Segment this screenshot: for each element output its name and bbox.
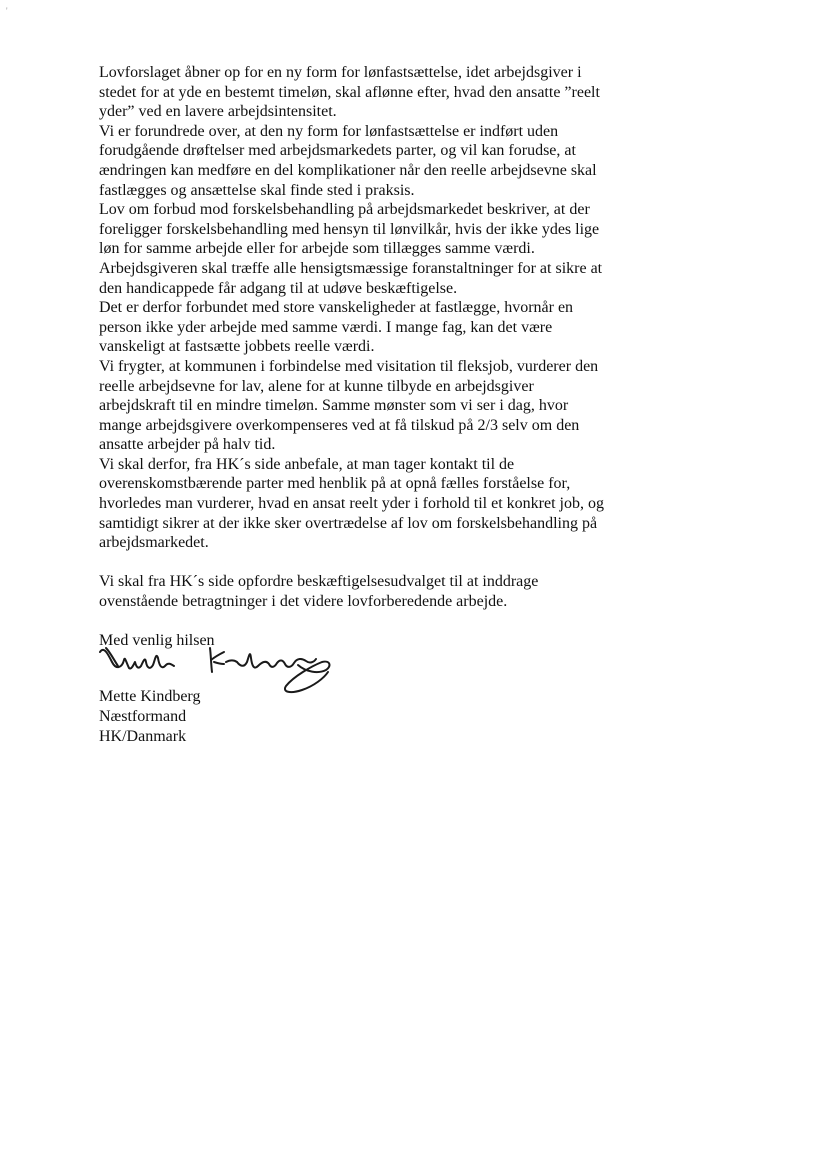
text-line: vanskeligt at fastsætte jobbets reelle værdi. bbox=[99, 338, 375, 356]
text-line: reelle arbejdsevne for lav, alene for at kunne tilbyde en arbejdsgiver bbox=[99, 377, 534, 395]
text-line: ændringen kan medføre en del komplikationer når den reelle arbejdsevne skal bbox=[99, 161, 597, 179]
text-line: arbejdskraft til en mindre timeløn. Samme mønster som vi ser i dag, hvor bbox=[99, 397, 569, 415]
letter-body bbox=[99, 63, 659, 612]
paragraph-4 bbox=[99, 259, 659, 298]
closing-greeting: Med venlig hilsen bbox=[99, 632, 215, 649]
text-line: Lov om forbud mod forskelsbehandling på arbejdsmarkedet beskriver, at der bbox=[99, 201, 590, 219]
text-line: Vi skal derfor, fra HK´s side anbefale, at man tager kontakt til de bbox=[99, 455, 515, 473]
paragraph-7 bbox=[99, 455, 659, 553]
paragraph-2 bbox=[99, 122, 659, 200]
text-line: Vi frygter, at kommunen i forbindelse med visitation til fleksjob, vurderer den bbox=[99, 357, 599, 375]
text-line: foreligger forskelsbehandling med hensyn til lønvilkår, hvis der ikke ydes lige bbox=[99, 220, 600, 238]
signer-name: Mette Kindberg bbox=[99, 688, 201, 705]
signature-block bbox=[99, 687, 200, 747]
text-line: samtidigt sikrer at der ikke sker overtrædelse af lov om forskelsbehandling på bbox=[99, 514, 598, 532]
text-line: den handicappede får adgang til at udøve beskæftigelse. bbox=[99, 279, 458, 297]
text-line: arbejdsmarkedet. bbox=[99, 534, 209, 552]
paragraph-final bbox=[99, 572, 659, 611]
text-line: Vi er forundrede over, at den ny form for lønfastsættelse er indført uden bbox=[99, 122, 559, 140]
text-line: Lovforslaget åbner op for en ny form for lønfastsættelse, idet arbejdsgiver i bbox=[99, 64, 582, 81]
text-line: Arbejdsgiveren skal træffe alle hensigtsmæssige foranstaltninger for at sikre at bbox=[99, 259, 603, 277]
text-line: person ikke yder arbejde med samme værdi. I mange fag, kan det være bbox=[99, 318, 553, 336]
text-line: yder” ved en lavere arbejdsintensitet. bbox=[99, 103, 337, 121]
paragraph-1 bbox=[99, 63, 659, 122]
text-line: Det er derfor forbundet med store vanskeligheder at fastlægge, hvornår en bbox=[99, 299, 574, 317]
text-line: Vi skal fra HK´s side opfordre beskæftigelsesudvalget til at inddrage bbox=[99, 573, 539, 591]
text-line: forudgående drøftelser med arbejdsmarkedets parter, og vil kan forudse, at bbox=[99, 142, 576, 160]
text-line: overenskomstbærende parter med henblik på at opnå fælles forståelse for, bbox=[99, 475, 571, 493]
paragraph-5 bbox=[99, 298, 659, 357]
text-line: fastlægges og ansættelse skal finde sted i praksis. bbox=[99, 181, 415, 199]
text-line: stedet for at yde en bestemt timeløn, skal aflønne efter, hvad den ansatte ”reelt bbox=[99, 83, 600, 101]
signer-organization: HK/Danmark bbox=[99, 728, 187, 745]
text-line: ovenstående betragtninger i det videre lovforberedende arbejde. bbox=[99, 593, 508, 611]
text-line: løn for samme arbejde eller for arbejde som tillægges samme værdi. bbox=[99, 240, 535, 258]
paragraph-spacer bbox=[99, 553, 659, 573]
text-line: ansatte arbejder på halv tid. bbox=[99, 436, 276, 454]
paragraph-3 bbox=[99, 200, 659, 259]
text-line: mange arbejdsgivere overkompenseres ved at få tilskud på 2/3 selv om den bbox=[99, 416, 580, 434]
signer-title: Næstformand bbox=[99, 708, 187, 725]
text-line: hvorledes man vurderer, hvad en ansat reelt yder i forhold til et konkret job, og bbox=[99, 495, 604, 513]
paragraph-6 bbox=[99, 357, 659, 455]
corner-mark: ' bbox=[6, 6, 8, 16]
